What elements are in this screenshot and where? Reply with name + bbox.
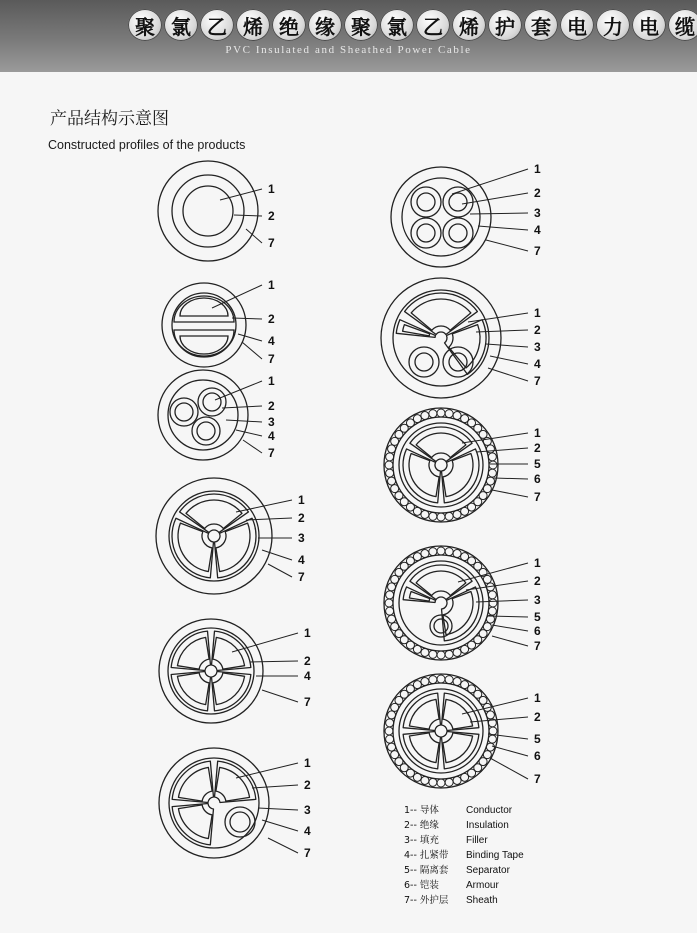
two-core-flat-cable: [162, 278, 275, 367]
conductor: [230, 812, 250, 832]
conductor: [416, 433, 466, 457]
conductor: [415, 353, 433, 371]
armour-wire: [486, 477, 494, 485]
legend-term: Separator: [466, 865, 510, 876]
title-char: 聚: [128, 9, 162, 41]
leader-line: [215, 381, 262, 400]
callout-label: 3: [304, 803, 311, 817]
leader-line: [236, 430, 262, 436]
armour-wire: [391, 623, 399, 631]
single-core-cable: [158, 161, 275, 261]
armour-wire: [437, 409, 445, 417]
armour-wire: [385, 461, 393, 469]
section-title-cn: 产品结构示意图: [50, 109, 169, 129]
callout-label: 5: [534, 732, 541, 746]
armour-wire: [445, 548, 453, 556]
armour-wire: [429, 410, 437, 418]
callout-label: 2: [268, 209, 275, 223]
legend-row: [404, 863, 524, 878]
conductor: [417, 193, 435, 211]
armour-wire: [437, 651, 445, 659]
core-insulation: [411, 218, 441, 248]
armour-wire: [386, 469, 394, 477]
armour-wire: [483, 575, 491, 583]
legend-code: 3-- 填充: [404, 835, 439, 846]
armour-wire: [488, 735, 496, 743]
leader-line: [490, 758, 528, 779]
title-char: 烯: [236, 9, 270, 41]
armour-wire: [437, 547, 445, 555]
callout-label: 1: [304, 756, 311, 770]
legend-code: 2-- 绝缘: [404, 820, 439, 831]
leader-line: [466, 581, 528, 590]
armour-wire: [445, 676, 453, 684]
leader-line: [476, 448, 528, 452]
title-char: 套: [524, 9, 558, 41]
title-char: 乙: [200, 9, 234, 41]
armour-wire: [488, 469, 496, 477]
armour-wire: [421, 510, 429, 518]
leader-line: [462, 433, 528, 443]
conductor: [213, 673, 245, 705]
armour-wire: [486, 445, 494, 453]
leader-line: [492, 490, 528, 497]
armour-wire: [391, 751, 399, 759]
armour-wire: [445, 410, 453, 418]
legend-code: 4-- 扎紧带: [404, 850, 449, 861]
leader-line: [262, 690, 298, 702]
leader-line: [494, 478, 528, 479]
core-insulation: [174, 296, 234, 322]
callout-label: 3: [534, 206, 541, 220]
binding-tape: [168, 628, 254, 714]
armour-wire: [486, 743, 494, 751]
armour-wire: [385, 727, 393, 735]
leader-line: [258, 808, 298, 810]
sheath: [156, 478, 272, 594]
core-insulation: [442, 732, 479, 769]
conductor: [449, 193, 467, 211]
leader-line: [242, 342, 262, 359]
callout-label: 7: [534, 639, 541, 653]
leader-line: [222, 406, 262, 408]
armour-wire: [453, 648, 461, 656]
callout-label: 7: [268, 236, 275, 250]
callout-label: 7: [534, 772, 541, 786]
callout-label: 4: [268, 334, 275, 348]
armour-wire: [386, 607, 394, 615]
conductor: [183, 186, 233, 236]
armour-wire: [437, 513, 445, 521]
callout-label: 4: [304, 669, 311, 683]
callout-label: 1: [298, 493, 305, 507]
armour-wire: [421, 412, 429, 420]
conductor: [216, 767, 250, 801]
leader-line: [238, 334, 262, 341]
legend-code: 1-- 导体: [404, 805, 439, 816]
callout-label: 5: [534, 457, 541, 471]
title-char: 氯: [164, 9, 198, 41]
title-char: 乙: [416, 9, 450, 41]
three-plus-one-core-cable: [159, 748, 311, 860]
core-insulation: [198, 388, 226, 416]
armour-wire: [429, 512, 437, 520]
conductor: [197, 422, 215, 440]
leader-line: [232, 318, 262, 319]
sheath: [159, 748, 269, 858]
leader-line: [243, 440, 262, 453]
armour-wire: [486, 711, 494, 719]
armour-wire: [461, 645, 469, 653]
leader-line: [492, 636, 528, 646]
callout-label: 1: [534, 426, 541, 440]
callout-label: 1: [268, 278, 275, 292]
armour-wire: [421, 678, 429, 686]
armour-wire: [453, 510, 461, 518]
core-insulation: [430, 615, 452, 637]
armour-wire: [413, 681, 421, 689]
legend-row: [404, 848, 524, 863]
callout-label: 1: [268, 374, 275, 388]
leader-line: [226, 420, 262, 422]
legend-term: Sheath: [466, 895, 498, 906]
binding-tape: [393, 290, 489, 386]
armour-wire: [488, 591, 496, 599]
callout-label: 1: [534, 306, 541, 320]
armour-wire: [488, 607, 496, 615]
leader-line: [486, 344, 528, 347]
title-char: 烯: [452, 9, 486, 41]
legend-code: 7-- 外护层: [404, 895, 449, 906]
armour-wire: [488, 453, 496, 461]
three-core-armoured-cable: [384, 408, 541, 522]
legend-term: Binding Tape: [466, 850, 524, 861]
sheath: [381, 278, 501, 398]
binding-tape: [399, 423, 483, 507]
leader-line: [252, 785, 298, 788]
leader-line: [476, 330, 528, 332]
armour-wire: [429, 778, 437, 786]
legend-code: 6-- 铠装: [404, 880, 439, 891]
callout-label: 7: [298, 570, 305, 584]
sheath: [158, 161, 258, 261]
callout-label: 3: [534, 593, 541, 607]
armour-wire: [489, 599, 497, 607]
core-insulation: [443, 218, 473, 248]
armour-wire: [453, 776, 461, 784]
four-core-round-cable: [391, 162, 541, 267]
armour-wire: [413, 415, 421, 423]
title-char: 缆: [668, 9, 697, 41]
armour-wire: [388, 445, 396, 453]
legend-row: [404, 803, 524, 818]
leader-line: [486, 240, 528, 251]
armour-wire: [445, 778, 453, 786]
leader-line: [488, 734, 528, 739]
armour-wire: [421, 550, 429, 558]
callout-label: 1: [304, 626, 311, 640]
conductor: [203, 393, 221, 411]
conductor: [449, 224, 467, 242]
conductor: [411, 299, 471, 330]
callout-label: 4: [304, 824, 311, 838]
leader-line: [262, 820, 298, 831]
armour-wire: [391, 485, 399, 493]
three-plus-one-core-armoured-cable: [384, 546, 541, 660]
armour-wire: [437, 675, 445, 683]
leader-line: [476, 600, 528, 602]
title-char: 力: [596, 9, 630, 41]
core-insulation: [192, 417, 220, 445]
three-plus-two-core-cable: [381, 278, 541, 398]
armour-wire: [437, 779, 445, 787]
callout-label: 7: [534, 374, 541, 388]
callout-label: 2: [534, 710, 541, 724]
callout-label: 1: [268, 182, 275, 196]
callout-label: 7: [304, 695, 311, 709]
armour-wire: [453, 678, 461, 686]
callout-label: 1: [534, 691, 541, 705]
armour-wire: [388, 583, 396, 591]
leader-line: [488, 368, 528, 381]
callout-label: 3: [298, 531, 305, 545]
callout-label: 4: [534, 223, 541, 237]
armour-wire: [445, 650, 453, 658]
legend-row: [404, 878, 524, 893]
title-char: 护: [488, 9, 522, 41]
core-insulation: [442, 693, 479, 730]
four-core-sector-cable: [159, 619, 311, 723]
callout-label: 7: [534, 490, 541, 504]
callout-label: 2: [534, 574, 541, 588]
callout-label: 2: [268, 312, 275, 326]
callout-label: 7: [304, 846, 311, 860]
core-insulation: [409, 347, 439, 377]
core-insulation: [403, 732, 440, 769]
conductor: [186, 500, 242, 528]
header-subtitle: PVC Insulated and Sheathed Power Cable: [225, 44, 472, 56]
callout-label: 2: [304, 778, 311, 792]
armour-wire: [461, 773, 469, 781]
armour-wire: [453, 550, 461, 558]
conductor: [175, 403, 193, 421]
leader-line: [492, 625, 528, 631]
title-char: 绝: [272, 9, 306, 41]
sheath: [391, 167, 491, 267]
conductor: [177, 673, 209, 705]
leader-line: [470, 717, 528, 722]
title-char: 缘: [308, 9, 342, 41]
callout-label: 3: [534, 340, 541, 354]
sheath: [159, 619, 263, 723]
armour-wire: [445, 512, 453, 520]
leader-line: [462, 193, 528, 204]
four-core-armoured-cable: [384, 674, 541, 788]
callout-label: 2: [534, 441, 541, 455]
callout-label: 7: [534, 244, 541, 258]
legend-term: Armour: [466, 880, 499, 891]
armour-wire: [429, 548, 437, 556]
callout-label: 6: [534, 749, 541, 763]
armour-wire: [388, 743, 396, 751]
binding-tape: [399, 689, 483, 773]
armour-wire: [453, 412, 461, 420]
binding-tape: [169, 758, 259, 848]
conductor: [178, 805, 212, 839]
leader-line: [492, 746, 528, 756]
armour-wire: [421, 776, 429, 784]
legend-row: [404, 833, 524, 848]
conductor: [449, 325, 480, 368]
title-char: 电: [560, 9, 594, 41]
armour-wire: [388, 477, 396, 485]
conductor: [417, 224, 435, 242]
armour-wire: [429, 650, 437, 658]
callout-label: 6: [534, 472, 541, 486]
core-insulation: [403, 693, 440, 730]
armour-wire: [461, 507, 469, 515]
armour-wire: [388, 615, 396, 623]
armour-wire: [421, 648, 429, 656]
armour-wire: [413, 553, 421, 561]
callout-label: 2: [534, 323, 541, 337]
leader-line: [268, 564, 292, 577]
callout-label: 2: [298, 511, 305, 525]
callout-label: 2: [304, 654, 311, 668]
legend-term: Conductor: [466, 805, 513, 816]
title-char: 电: [632, 9, 666, 41]
callout-label: 5: [534, 610, 541, 624]
callout-label: 4: [534, 357, 541, 371]
title-char: 氯: [380, 9, 414, 41]
conductor: [434, 619, 448, 633]
leader-line: [236, 500, 292, 512]
callout-label: 1: [534, 556, 541, 570]
callout-label: 1: [534, 162, 541, 176]
core-insulation: [174, 330, 234, 356]
section-title-en: Constructed profiles of the products: [48, 138, 246, 152]
armour-wire: [489, 461, 497, 469]
legend-row: [404, 818, 524, 833]
legend-term: Insulation: [466, 820, 509, 831]
three-core-round-cable: [158, 370, 275, 460]
armour-wire: [386, 453, 394, 461]
callout-label: 2: [268, 399, 275, 413]
armour-wire: [388, 711, 396, 719]
legend-code: 5-- 隔离套: [404, 865, 449, 876]
callout-label: 2: [534, 186, 541, 200]
callout-label: 3: [268, 415, 275, 429]
armour-wire: [429, 676, 437, 684]
legend-row: [404, 893, 524, 908]
armour-wire: [386, 719, 394, 727]
leader-line: [250, 661, 298, 662]
leader-line: [478, 226, 528, 230]
armour-wire: [386, 735, 394, 743]
binding-tape: [169, 491, 259, 581]
three-core-sector-cable: [156, 478, 305, 594]
callout-label: 6: [534, 624, 541, 638]
core-insulation: [411, 187, 441, 217]
title-char: 聚: [344, 9, 378, 41]
core-insulation: [170, 398, 198, 426]
leader-line: [232, 633, 298, 652]
leader-line: [262, 550, 292, 560]
leader-line: [268, 838, 298, 853]
conductor: [178, 767, 212, 801]
conductor: [177, 637, 209, 669]
legend-term: Filler: [466, 835, 488, 846]
callout-label: 4: [298, 553, 305, 567]
conductor: [416, 571, 466, 595]
armour-wire: [385, 599, 393, 607]
callout-label: 4: [268, 429, 275, 443]
leader-line: [470, 213, 528, 214]
sheath: [158, 370, 248, 460]
callout-label: 7: [268, 352, 275, 366]
legend: [404, 803, 524, 908]
conductor: [213, 637, 245, 669]
callout-label: 7: [268, 446, 275, 460]
armour-wire: [386, 591, 394, 599]
